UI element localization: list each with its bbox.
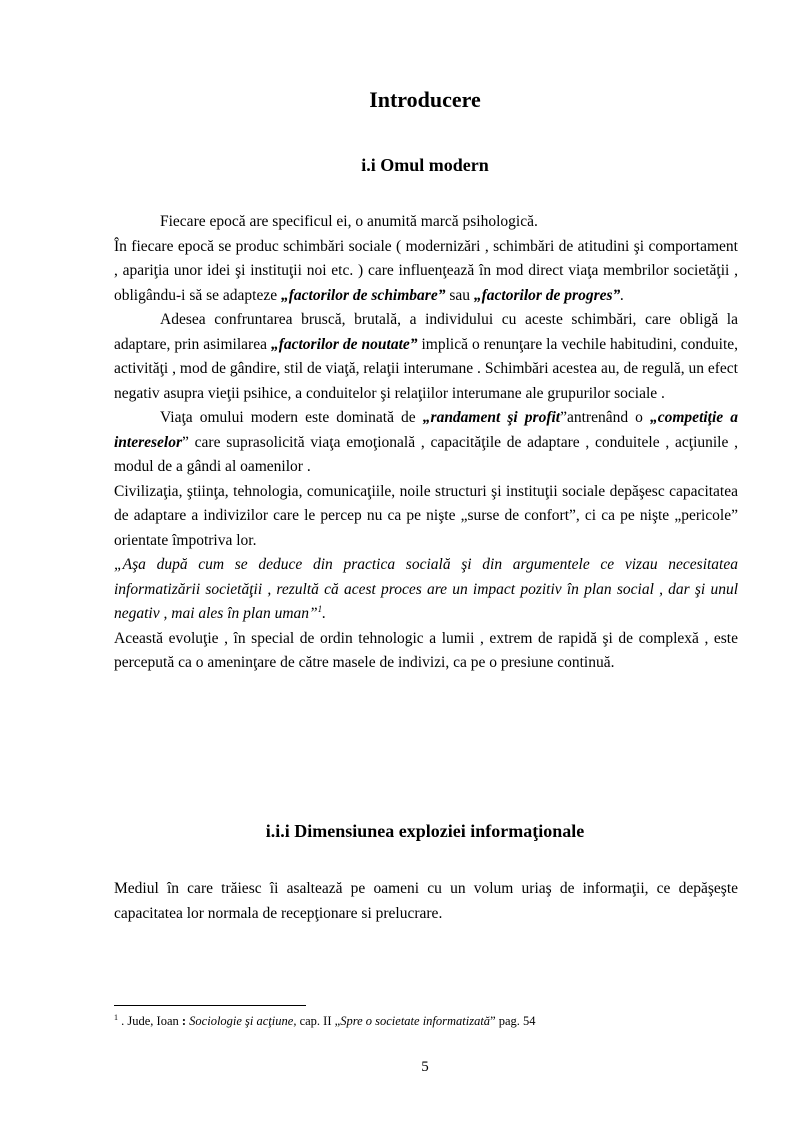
- footnote-separator: [114, 1005, 306, 1006]
- section-heading-dimensiunea-exploziei: i.i.i Dimensiunea exploziei informaţionale: [265, 821, 585, 841]
- emphasis-competitie-a-intereselor: „competiţie a intereselor: [114, 409, 738, 451]
- footnote-author: . Jude, Ioan: [118, 1014, 182, 1028]
- paragraph-3-text-2: implică o renunţare la vechile habitudini, conduite, activităţi , mod de gândire, stil de viaţă, relaţii interumane . Schimbări acestea au, de regulă, un efect negativ asupra vieţii psihice, a conduitelor şi relaţiilor interumane ale grupurilor sociale .: [114, 335, 738, 402]
- emphasis-factorilor-de-progres: „factorilor de progres”: [473, 286, 621, 304]
- section-heading-omul-modern: i.i Omul modern: [361, 155, 489, 175]
- paragraph-2: [114, 235, 738, 309]
- quote-end: .: [322, 605, 327, 622]
- paragraph-3-text: Adesea confruntarea bruscă, brutală, a individului cu aceste schimbări, care obligă la adaptare, prin asimilarea: [114, 311, 738, 353]
- paragraph-4: [114, 406, 738, 480]
- paragraph-7: Această evoluţie , în special de ordin tehnologic a lumii , extrem de rapidă şi de complexă , este percepută ca o ameninţare de către masele de indivizi, ca pe o presiune continuă.: [114, 629, 738, 671]
- emphasis-factorilor-de-noutate: „factorilor de noutate”: [270, 335, 418, 353]
- paragraph-2-text: În fiecare epocă se produc schimbări sociale ( modernizări , schimbări de atitudini şi comportament , apariţia unor idei şi instituţii noi etc. ) care influenţează în mod direct viaţa membrilor societăţii , obligându-i să se adapteze: [114, 237, 738, 304]
- paragraph-4-text: Viaţa omului modern este dominată de: [160, 409, 423, 426]
- section-body-omul-modern: [114, 210, 738, 676]
- paragraph-3: [114, 308, 738, 406]
- footnote: [114, 1013, 738, 1029]
- section-body-dimensiunea-exploziei: [114, 877, 738, 926]
- paragraph-2-end: .: [620, 286, 625, 304]
- footnote-book-title: Sociologie şi acţiune,: [189, 1014, 297, 1028]
- paragraph-4-text-3: ” care suprasolicită viaţa emoţională , capacităţile de adaptare , conduitele , acţiunile , modul de a gândi al oamenilor .: [114, 433, 738, 475]
- footnote-colon: :: [181, 1014, 187, 1028]
- footnote-reference[interactable]: 1: [317, 603, 323, 614]
- emphasis-factorilor-de-schimbare: „factorilor de schimbare”: [281, 286, 446, 304]
- footnote-page: ” pag. 54: [490, 1014, 536, 1028]
- paragraph-4-text-2: ”antrenând o: [560, 409, 650, 426]
- footnote-chapter-prefix: cap. II „: [296, 1014, 341, 1028]
- emphasis-randament-si-profit: „randament şi profit: [422, 409, 561, 426]
- footnote-number: 1: [114, 1012, 118, 1022]
- paragraph-2-text-2: sau: [445, 286, 474, 304]
- page-number: 5: [421, 1059, 429, 1075]
- paragraph-6-quote: [114, 553, 738, 627]
- quote-text: „Aşa după cum se deduce din practica socială şi din argumentele ce vizau necesitatea informatizării societăţii , rezultă că acest proces are un impact pozitiv în plan social , dar şi unul negativ , mai ales în plan uman”: [114, 556, 738, 622]
- paragraph-8: Mediul în care trăiesc îi asaltează pe oameni cu un volum uriaş de informaţii, ce depăşeşte capacitatea lor normala de recepţionare si prelucrare.: [114, 880, 738, 922]
- footnote-chapter-title: Spre o societate informatizată: [340, 1014, 491, 1028]
- paragraph-1: Fiecare epocă are specificul ei, o anumită marcă psihologică.: [160, 213, 538, 230]
- page-title: Introducere: [369, 87, 481, 112]
- paragraph-5: Civilizaţia, ştiinţa, tehnologia, comunicaţiile, noile structuri şi instituţii sociale depăşesc capacitatea de adaptare a indivizilor care le percep nu ca pe nişte „surse de confort”, ci ca pe nişte „pericole” orientate împotriva lor.: [114, 482, 738, 549]
